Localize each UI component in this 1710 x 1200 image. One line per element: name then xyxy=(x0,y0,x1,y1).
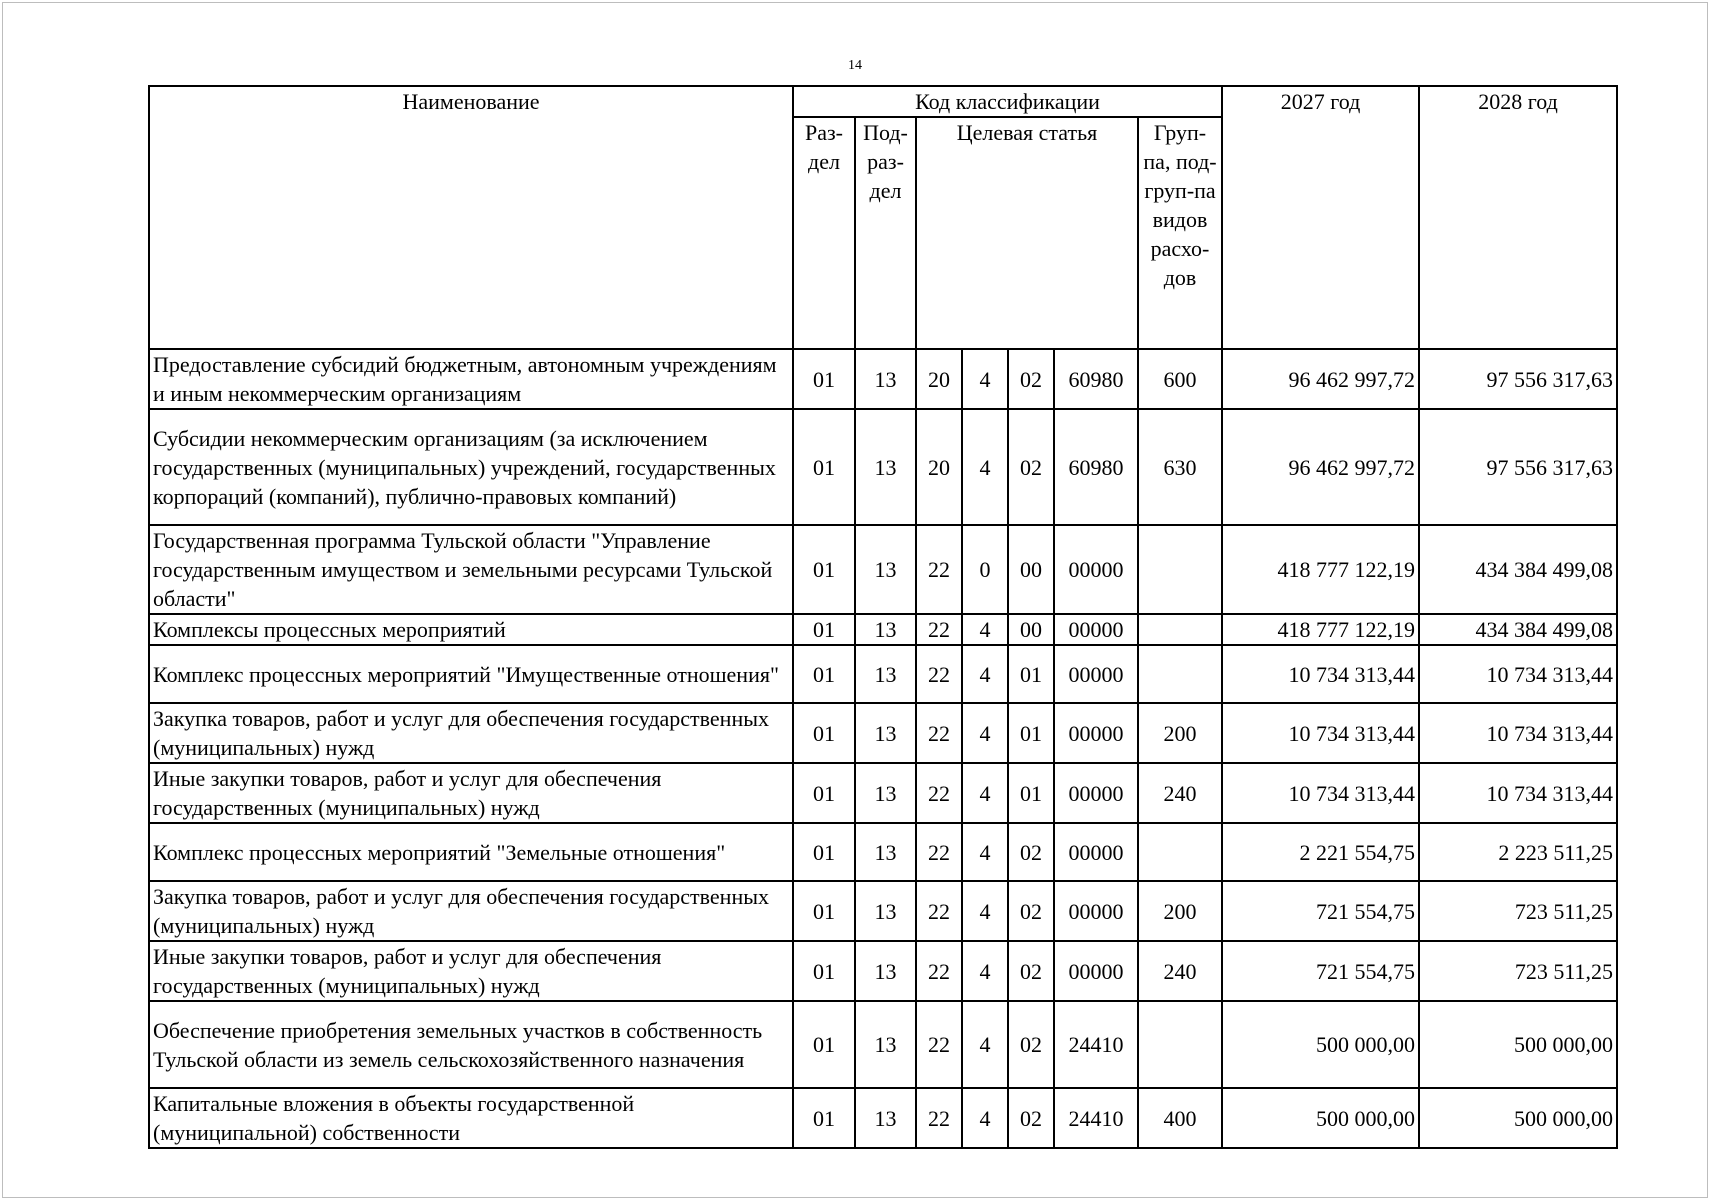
row-target-direction: 00000 xyxy=(1054,941,1138,1001)
row-subsection: 13 xyxy=(855,881,916,941)
row-subsection: 13 xyxy=(855,763,916,823)
row-expense-group xyxy=(1138,614,1222,645)
row-target-type: 4 xyxy=(962,1088,1008,1148)
row-amount-2028: 2 223 511,25 xyxy=(1419,823,1617,881)
table-row xyxy=(149,614,1617,645)
header-year-2027: 2027 год xyxy=(1222,86,1419,349)
row-target-program: 22 xyxy=(916,823,962,881)
row-amount-2028: 723 511,25 xyxy=(1419,881,1617,941)
table-row xyxy=(149,349,1617,409)
row-expense-group xyxy=(1138,823,1222,881)
row-target-program: 22 xyxy=(916,763,962,823)
table-row xyxy=(149,525,1617,614)
row-target-direction: 60980 xyxy=(1054,409,1138,525)
row-amount-2027: 10 734 313,44 xyxy=(1222,645,1419,703)
row-expense-group xyxy=(1138,645,1222,703)
row-amount-2027: 500 000,00 xyxy=(1222,1088,1419,1148)
row-amount-2027: 10 734 313,44 xyxy=(1222,703,1419,763)
table-row xyxy=(149,823,1617,881)
row-target-direction: 00000 xyxy=(1054,645,1138,703)
row-target-type: 4 xyxy=(962,823,1008,881)
row-amount-2027: 2 221 554,75 xyxy=(1222,823,1419,881)
row-section: 01 xyxy=(793,703,855,763)
row-section: 01 xyxy=(793,1001,855,1088)
row-amount-2027: 418 777 122,19 xyxy=(1222,525,1419,614)
row-target-sub: 02 xyxy=(1008,941,1054,1001)
row-target-direction: 24410 xyxy=(1054,1088,1138,1148)
row-target-program: 22 xyxy=(916,941,962,1001)
header-classification: Код классификации xyxy=(793,86,1222,117)
row-target-sub: 02 xyxy=(1008,881,1054,941)
row-target-type: 4 xyxy=(962,763,1008,823)
row-name: Обеспечение приобретения земельных участков в собственность Тульской области из земель сельскохозяйственного назначения xyxy=(149,1001,793,1088)
row-expense-group xyxy=(1138,1001,1222,1088)
table-row xyxy=(149,409,1617,525)
row-target-program: 22 xyxy=(916,881,962,941)
row-target-direction: 00000 xyxy=(1054,614,1138,645)
row-target-direction: 00000 xyxy=(1054,823,1138,881)
row-section: 01 xyxy=(793,823,855,881)
row-subsection: 13 xyxy=(855,409,916,525)
row-target-sub: 00 xyxy=(1008,525,1054,614)
row-amount-2027: 10 734 313,44 xyxy=(1222,763,1419,823)
row-section: 01 xyxy=(793,881,855,941)
row-target-program: 20 xyxy=(916,409,962,525)
row-target-type: 4 xyxy=(962,703,1008,763)
row-section: 01 xyxy=(793,614,855,645)
row-target-program: 22 xyxy=(916,1001,962,1088)
header-year-2028: 2028 год xyxy=(1419,86,1617,349)
row-expense-group xyxy=(1138,525,1222,614)
row-target-sub: 01 xyxy=(1008,763,1054,823)
row-target-sub: 01 xyxy=(1008,645,1054,703)
row-name: Иные закупки товаров, работ и услуг для обеспечения государственных (муниципальных) нужд xyxy=(149,763,793,823)
row-name: Комплексы процессных мероприятий xyxy=(149,614,793,645)
row-subsection: 13 xyxy=(855,614,916,645)
row-subsection: 13 xyxy=(855,349,916,409)
row-expense-group: 630 xyxy=(1138,409,1222,525)
table-row xyxy=(149,703,1617,763)
row-target-sub: 02 xyxy=(1008,349,1054,409)
row-amount-2028: 97 556 317,63 xyxy=(1419,349,1617,409)
header-target-article: Целевая статья xyxy=(916,117,1138,349)
row-target-program: 20 xyxy=(916,349,962,409)
row-subsection: 13 xyxy=(855,525,916,614)
row-expense-group: 240 xyxy=(1138,941,1222,1001)
row-expense-group: 240 xyxy=(1138,763,1222,823)
row-amount-2028: 500 000,00 xyxy=(1419,1088,1617,1148)
row-amount-2027: 721 554,75 xyxy=(1222,941,1419,1001)
row-amount-2028: 500 000,00 xyxy=(1419,1001,1617,1088)
header-name: Наименование xyxy=(149,86,793,349)
row-section: 01 xyxy=(793,409,855,525)
row-amount-2028: 434 384 499,08 xyxy=(1419,525,1617,614)
row-target-sub: 02 xyxy=(1008,1001,1054,1088)
row-section: 01 xyxy=(793,763,855,823)
row-subsection: 13 xyxy=(855,823,916,881)
row-target-sub: 02 xyxy=(1008,823,1054,881)
row-target-direction: 60980 xyxy=(1054,349,1138,409)
row-target-program: 22 xyxy=(916,525,962,614)
row-amount-2028: 97 556 317,63 xyxy=(1419,409,1617,525)
row-name: Иные закупки товаров, работ и услуг для обеспечения государственных (муниципальных) нужд xyxy=(149,941,793,1001)
row-target-direction: 00000 xyxy=(1054,763,1138,823)
table-header xyxy=(149,86,1617,349)
header-subsection: Под-раз-дел xyxy=(855,117,916,349)
table-row xyxy=(149,645,1617,703)
row-target-type: 4 xyxy=(962,614,1008,645)
row-amount-2027: 96 462 997,72 xyxy=(1222,349,1419,409)
row-target-direction: 00000 xyxy=(1054,881,1138,941)
row-section: 01 xyxy=(793,1088,855,1148)
row-section: 01 xyxy=(793,349,855,409)
row-target-type: 4 xyxy=(962,645,1008,703)
row-name: Закупка товаров, работ и услуг для обеспечения государственных (муниципальных) нужд xyxy=(149,881,793,941)
row-amount-2028: 10 734 313,44 xyxy=(1419,703,1617,763)
row-target-direction: 24410 xyxy=(1054,1001,1138,1088)
row-target-direction: 00000 xyxy=(1054,525,1138,614)
row-expense-group: 200 xyxy=(1138,703,1222,763)
row-target-type: 4 xyxy=(962,349,1008,409)
row-amount-2027: 418 777 122,19 xyxy=(1222,614,1419,645)
row-target-type: 4 xyxy=(962,941,1008,1001)
table-row xyxy=(149,1001,1617,1088)
row-name: Предоставление субсидий бюджетным, автономным учреждениям и иным некоммерческим организациям xyxy=(149,349,793,409)
row-amount-2028: 434 384 499,08 xyxy=(1419,614,1617,645)
row-target-program: 22 xyxy=(916,703,962,763)
table-row xyxy=(149,763,1617,823)
row-amount-2027: 721 554,75 xyxy=(1222,881,1419,941)
row-amount-2027: 500 000,00 xyxy=(1222,1001,1419,1088)
row-section: 01 xyxy=(793,645,855,703)
row-target-type: 0 xyxy=(962,525,1008,614)
row-amount-2028: 10 734 313,44 xyxy=(1419,763,1617,823)
row-target-sub: 02 xyxy=(1008,1088,1054,1148)
header-expense-group: Груп-па, под-груп-па видов расхо-дов xyxy=(1138,117,1222,349)
row-name: Комплекс процессных мероприятий "Земельные отношения" xyxy=(149,823,793,881)
page-number: 14 xyxy=(848,58,862,73)
row-name: Субсидии некоммерческим организациям (за исключением государственных (муниципальных) учреждений, государственных корпораций (компаний), публично-правовых компаний) xyxy=(149,409,793,525)
row-subsection: 13 xyxy=(855,1001,916,1088)
row-section: 01 xyxy=(793,525,855,614)
row-target-type: 4 xyxy=(962,881,1008,941)
row-target-sub: 01 xyxy=(1008,703,1054,763)
row-section: 01 xyxy=(793,941,855,1001)
row-amount-2028: 723 511,25 xyxy=(1419,941,1617,1001)
row-subsection: 13 xyxy=(855,941,916,1001)
row-target-sub: 00 xyxy=(1008,614,1054,645)
row-name: Государственная программа Тульской области "Управление государственным имуществом и земельными ресурсами Тульской области" xyxy=(149,525,793,614)
row-amount-2027: 96 462 997,72 xyxy=(1222,409,1419,525)
row-target-type: 4 xyxy=(962,409,1008,525)
row-subsection: 13 xyxy=(855,1088,916,1148)
table-row xyxy=(149,1088,1617,1148)
row-target-type: 4 xyxy=(962,1001,1008,1088)
row-expense-group: 600 xyxy=(1138,349,1222,409)
row-expense-group: 400 xyxy=(1138,1088,1222,1148)
row-amount-2028: 10 734 313,44 xyxy=(1419,645,1617,703)
table-body xyxy=(149,349,1617,1148)
row-target-program: 22 xyxy=(916,614,962,645)
row-target-sub: 02 xyxy=(1008,409,1054,525)
row-subsection: 13 xyxy=(855,645,916,703)
row-subsection: 13 xyxy=(855,703,916,763)
row-target-program: 22 xyxy=(916,645,962,703)
budget-table xyxy=(148,85,1618,1149)
table-row xyxy=(149,941,1617,1001)
row-target-program: 22 xyxy=(916,1088,962,1148)
row-name: Закупка товаров, работ и услуг для обеспечения государственных (муниципальных) нужд xyxy=(149,703,793,763)
row-target-direction: 00000 xyxy=(1054,703,1138,763)
row-expense-group: 200 xyxy=(1138,881,1222,941)
row-name: Капитальные вложения в объекты государственной (муниципальной) собственности xyxy=(149,1088,793,1148)
header-section: Раз-дел xyxy=(793,117,855,349)
row-name: Комплекс процессных мероприятий "Имущественные отношения" xyxy=(149,645,793,703)
table-row xyxy=(149,881,1617,941)
